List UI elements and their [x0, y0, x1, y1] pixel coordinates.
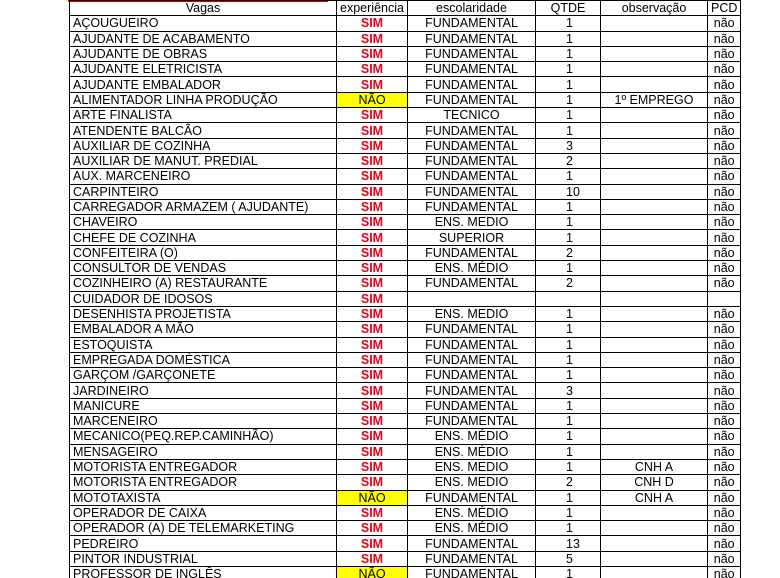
cell-pcd: não [708, 337, 741, 352]
table-row [70, 505, 741, 520]
cell-experiencia: SIM [337, 31, 408, 46]
cell-experiencia: SIM [337, 414, 408, 429]
cell-pcd: não [708, 490, 741, 505]
cell-pcd: não [708, 123, 741, 138]
cell-observacao [601, 291, 708, 306]
cell-escolaridade: FUNDAMENTAL [408, 352, 536, 367]
cell-vaga: AJUDANTE DE ACABAMENTO [70, 31, 337, 46]
cell-vaga: COZINHEIRO (A) RESTAURANTE [70, 276, 337, 291]
cell-pcd: não [708, 169, 741, 184]
cell-qtde: 1 [536, 352, 601, 367]
cell-qtde: 1 [536, 398, 601, 413]
cell-pcd: não [708, 429, 741, 444]
cell-qtde: 2 [536, 245, 601, 260]
cell-pcd: não [708, 276, 741, 291]
cell-escolaridade [408, 291, 536, 306]
table-row [70, 566, 741, 578]
cell-escolaridade: ENS. MÉDIO [408, 521, 536, 536]
cell-qtde: 1 [536, 444, 601, 459]
cell-experiencia: SIM [337, 153, 408, 168]
table-row [70, 521, 741, 536]
cell-observacao [601, 46, 708, 61]
cell-experiencia: SIM [337, 444, 408, 459]
cell-escolaridade: FUNDAMENTAL [408, 123, 536, 138]
cell-escolaridade: ENS. MEDIO [408, 459, 536, 474]
cell-vaga: MOTORISTA ENTREGADOR [70, 475, 337, 490]
cell-experiencia: SIM [337, 521, 408, 536]
table-row [70, 368, 741, 383]
cell-experiencia: SIM [337, 337, 408, 352]
vacancies-table [69, 0, 741, 578]
table-row [70, 459, 741, 474]
cell-escolaridade: FUNDAMENTAL [408, 46, 536, 61]
table-row [70, 215, 741, 230]
cell-experiencia: SIM [337, 398, 408, 413]
cell-pcd: não [708, 551, 741, 566]
cell-vaga: CONFEITEIRA (O) [70, 245, 337, 260]
cell-pcd: não [708, 352, 741, 367]
cell-pcd: não [708, 62, 741, 77]
cell-vaga: AJUDANTE EMBALADOR [70, 77, 337, 92]
cell-observacao [601, 429, 708, 444]
table-row [70, 444, 741, 459]
cell-experiencia: NÃO [337, 92, 408, 107]
cell-vaga: EMPREGADA DOMÉSTICA [70, 352, 337, 367]
cell-escolaridade: FUNDAMENTAL [408, 490, 536, 505]
cell-experiencia: SIM [337, 169, 408, 184]
table-row [70, 92, 741, 107]
cell-vaga: ATENDENTE BALCÃO [70, 123, 337, 138]
cell-qtde: 1 [536, 261, 601, 276]
cell-qtde: 1 [536, 169, 601, 184]
cell-pcd: não [708, 92, 741, 107]
cell-experiencia: SIM [337, 108, 408, 123]
table-row [70, 429, 741, 444]
cell-experiencia: SIM [337, 276, 408, 291]
cell-escolaridade: ENS. MÉDIO [408, 261, 536, 276]
cell-observacao [601, 230, 708, 245]
cell-pcd: não [708, 245, 741, 260]
cell-pcd: não [708, 536, 741, 551]
cell-pcd: não [708, 505, 741, 520]
table-row [70, 414, 741, 429]
cell-observacao [601, 276, 708, 291]
cell-observacao [601, 123, 708, 138]
cell-pcd: não [708, 459, 741, 474]
cell-observacao [601, 398, 708, 413]
cell-pcd: não [708, 566, 741, 578]
cell-qtde [536, 291, 601, 306]
cell-observacao [601, 77, 708, 92]
cell-observacao [601, 536, 708, 551]
table-row [70, 261, 741, 276]
cell-vaga: CONSULTOR DE VENDAS [70, 261, 337, 276]
table-body [70, 16, 741, 578]
cell-vaga: AUXILIAR DE MANUT. PREDIAL [70, 153, 337, 168]
table-row [70, 184, 741, 199]
cell-escolaridade: ENS. MÉDIO [408, 429, 536, 444]
table-row [70, 383, 741, 398]
cell-vaga: ALIMENTADOR LINHA PRODUÇÃO [70, 92, 337, 107]
table-row [70, 398, 741, 413]
cell-pcd: não [708, 184, 741, 199]
cell-escolaridade: FUNDAMENTAL [408, 169, 536, 184]
cell-observacao [601, 444, 708, 459]
cell-experiencia: SIM [337, 551, 408, 566]
cell-qtde: 1 [536, 429, 601, 444]
cell-escolaridade: ENS. MEDIO [408, 215, 536, 230]
cell-pcd: não [708, 77, 741, 92]
table-row [70, 16, 741, 31]
cell-experiencia: NÃO [337, 490, 408, 505]
cell-pcd: não [708, 215, 741, 230]
cell-qtde: 1 [536, 306, 601, 321]
table-row [70, 337, 741, 352]
cell-experiencia: SIM [337, 230, 408, 245]
cell-observacao [601, 306, 708, 321]
header-vagas: Vagas [70, 1, 337, 16]
table-row [70, 536, 741, 551]
cell-experiencia: SIM [337, 459, 408, 474]
table-row [70, 169, 741, 184]
cell-vaga: MOTOTAXISTA [70, 490, 337, 505]
cell-pcd: não [708, 383, 741, 398]
cell-experiencia: SIM [337, 16, 408, 31]
cell-pcd: não [708, 153, 741, 168]
cell-vaga: DESENHISTA PROJETISTA [70, 306, 337, 321]
cell-pcd: não [708, 414, 741, 429]
cell-escolaridade: ENS. MÉDIO [408, 444, 536, 459]
cell-observacao [601, 215, 708, 230]
cell-vaga: AUX. MARCENEIRO [70, 169, 337, 184]
cell-observacao: CNH A [601, 459, 708, 474]
table-row [70, 276, 741, 291]
cell-experiencia: SIM [337, 322, 408, 337]
cell-experiencia: SIM [337, 77, 408, 92]
cell-vaga: PINTOR INDUSTRIAL [70, 551, 337, 566]
cell-observacao [601, 521, 708, 536]
cell-experiencia: SIM [337, 383, 408, 398]
table-row [70, 291, 741, 306]
cell-escolaridade: FUNDAMENTAL [408, 138, 536, 153]
cell-observacao [601, 566, 708, 578]
cell-escolaridade: FUNDAMENTAL [408, 398, 536, 413]
cell-escolaridade: SUPERIOR [408, 230, 536, 245]
cell-pcd: não [708, 368, 741, 383]
cell-qtde: 1 [536, 92, 601, 107]
cell-experiencia: SIM [337, 138, 408, 153]
cell-escolaridade: TECNICO [408, 108, 536, 123]
cell-escolaridade: FUNDAMENTAL [408, 322, 536, 337]
cell-vaga: AJUDANTE DE OBRAS [70, 46, 337, 61]
cell-escolaridade: FUNDAMENTAL [408, 92, 536, 107]
cell-qtde: 1 [536, 521, 601, 536]
cell-escolaridade: FUNDAMENTAL [408, 551, 536, 566]
cell-vaga: JARDINEIRO [70, 383, 337, 398]
cell-vaga: CHEFE DE COZINHA [70, 230, 337, 245]
cell-observacao [601, 261, 708, 276]
cell-escolaridade: FUNDAMENTAL [408, 184, 536, 199]
cell-escolaridade: FUNDAMENTAL [408, 368, 536, 383]
cell-observacao [601, 16, 708, 31]
cell-qtde: 2 [536, 276, 601, 291]
cell-pcd: não [708, 322, 741, 337]
cell-qtde: 2 [536, 475, 601, 490]
cell-experiencia: SIM [337, 429, 408, 444]
cell-vaga: CARREGADOR ARMAZEM ( AJUDANTE) [70, 199, 337, 214]
cell-qtde: 1 [536, 566, 601, 578]
cell-pcd: não [708, 261, 741, 276]
cell-experiencia: SIM [337, 475, 408, 490]
cell-qtde: 13 [536, 536, 601, 551]
cell-qtde: 2 [536, 153, 601, 168]
cell-experiencia: NÃO [337, 566, 408, 578]
cell-pcd: não [708, 444, 741, 459]
cell-observacao: CNH D [601, 475, 708, 490]
cell-pcd [708, 291, 741, 306]
cell-observacao [601, 138, 708, 153]
cell-escolaridade: FUNDAMENTAL [408, 31, 536, 46]
cell-qtde: 1 [536, 77, 601, 92]
cell-escolaridade: FUNDAMENTAL [408, 153, 536, 168]
cell-vaga: ARTE FINALISTA [70, 108, 337, 123]
cell-observacao [601, 184, 708, 199]
cell-experiencia: SIM [337, 368, 408, 383]
cell-vaga: EMBALADOR A MÃO [70, 322, 337, 337]
header-pcd: PCD [708, 1, 741, 16]
cell-escolaridade: ENS. MEDIO [408, 475, 536, 490]
cell-experiencia: SIM [337, 291, 408, 306]
table-row [70, 46, 741, 61]
table-row [70, 245, 741, 260]
cell-vaga: MENSAGEIRO [70, 444, 337, 459]
cell-experiencia: SIM [337, 46, 408, 61]
cell-vaga: AJUDANTE ELETRICISTA [70, 62, 337, 77]
cell-vaga: MARCENEIRO [70, 414, 337, 429]
cell-pcd: não [708, 475, 741, 490]
cell-vaga: AÇOUGUEIRO [70, 16, 337, 31]
table-row [70, 138, 741, 153]
cell-observacao [601, 322, 708, 337]
cell-escolaridade: FUNDAMENTAL [408, 16, 536, 31]
cell-observacao [601, 108, 708, 123]
cell-qtde: 10 [536, 184, 601, 199]
table-row [70, 77, 741, 92]
cell-observacao [601, 383, 708, 398]
cell-escolaridade: FUNDAMENTAL [408, 276, 536, 291]
cell-observacao [601, 169, 708, 184]
cell-experiencia: SIM [337, 123, 408, 138]
cell-experiencia: SIM [337, 245, 408, 260]
cell-vaga: PEDREIRO [70, 536, 337, 551]
cell-observacao [601, 31, 708, 46]
cell-observacao: 1º EMPREGO [601, 92, 708, 107]
cell-pcd: não [708, 31, 741, 46]
cell-qtde: 3 [536, 138, 601, 153]
cell-experiencia: SIM [337, 536, 408, 551]
cell-vaga: GARÇOM /GARÇONETE [70, 368, 337, 383]
cell-qtde: 1 [536, 337, 601, 352]
cell-escolaridade: FUNDAMENTAL [408, 383, 536, 398]
header-row [70, 1, 741, 16]
table-row [70, 62, 741, 77]
table-row [70, 31, 741, 46]
cell-vaga: MECANICO(PEQ.REP.CAMINHÃO) [70, 429, 337, 444]
cell-escolaridade: FUNDAMENTAL [408, 536, 536, 551]
cell-experiencia: SIM [337, 62, 408, 77]
cell-vaga: AUXILIAR DE COZINHA [70, 138, 337, 153]
cell-observacao [601, 414, 708, 429]
cell-qtde: 1 [536, 108, 601, 123]
cell-experiencia: SIM [337, 184, 408, 199]
cell-observacao [601, 352, 708, 367]
header-observacao: observação [601, 1, 708, 16]
cell-pcd: não [708, 306, 741, 321]
cell-observacao [601, 62, 708, 77]
cell-vaga: OPERADOR (A) DE TELEMARKETING [70, 521, 337, 536]
cell-observacao [601, 199, 708, 214]
cell-qtde: 1 [536, 123, 601, 138]
cell-qtde: 1 [536, 490, 601, 505]
header-experiencia: experiência [337, 1, 408, 16]
cell-pcd: não [708, 138, 741, 153]
cell-qtde: 1 [536, 46, 601, 61]
cell-observacao: CNH A [601, 490, 708, 505]
cell-vaga: CARPINTEIRO [70, 184, 337, 199]
cell-escolaridade: FUNDAMENTAL [408, 566, 536, 578]
cell-qtde: 1 [536, 215, 601, 230]
cell-observacao [601, 245, 708, 260]
cell-escolaridade: FUNDAMENTAL [408, 245, 536, 260]
cell-vaga: PROFESSOR DE INGLÊS [70, 566, 337, 578]
cell-qtde: 1 [536, 230, 601, 245]
cell-experiencia: SIM [337, 215, 408, 230]
cell-escolaridade: FUNDAMENTAL [408, 199, 536, 214]
cell-observacao [601, 505, 708, 520]
table-row [70, 153, 741, 168]
header-escolaridade: escolaridade [408, 1, 536, 16]
cell-vaga: ESTOQUISTA [70, 337, 337, 352]
cell-escolaridade: FUNDAMENTAL [408, 414, 536, 429]
cell-pcd: não [708, 521, 741, 536]
table-row [70, 322, 741, 337]
header-qtde: QTDE [536, 1, 601, 16]
cell-escolaridade: FUNDAMENTAL [408, 77, 536, 92]
table-row [70, 551, 741, 566]
cell-pcd: não [708, 398, 741, 413]
cell-vaga: CUIDADOR DE IDOSOS [70, 291, 337, 306]
table-row [70, 306, 741, 321]
cell-qtde: 1 [536, 414, 601, 429]
cell-pcd: não [708, 46, 741, 61]
cell-observacao [601, 551, 708, 566]
cell-qtde: 1 [536, 322, 601, 337]
table-row [70, 230, 741, 245]
cell-pcd: não [708, 230, 741, 245]
cell-qtde: 1 [536, 368, 601, 383]
table-row [70, 123, 741, 138]
cell-observacao [601, 337, 708, 352]
table-row [70, 108, 741, 123]
cell-pcd: não [708, 199, 741, 214]
table-row [70, 352, 741, 367]
table-row [70, 490, 741, 505]
table-row [70, 199, 741, 214]
cell-qtde: 1 [536, 459, 601, 474]
cell-pcd: não [708, 16, 741, 31]
cell-observacao [601, 153, 708, 168]
cell-experiencia: SIM [337, 505, 408, 520]
cell-experiencia: SIM [337, 199, 408, 214]
cell-vaga: MANICURE [70, 398, 337, 413]
cell-escolaridade: ENS. MEDIO [408, 306, 536, 321]
cell-qtde: 1 [536, 16, 601, 31]
cell-qtde: 3 [536, 383, 601, 398]
cell-vaga: OPERADOR DE CAIXA [70, 505, 337, 520]
cell-escolaridade: ENS. MÉDIO [408, 505, 536, 520]
cell-qtde: 1 [536, 31, 601, 46]
cell-escolaridade: FUNDAMENTAL [408, 337, 536, 352]
cell-escolaridade: FUNDAMENTAL [408, 62, 536, 77]
cell-experiencia: SIM [337, 261, 408, 276]
cell-experiencia: SIM [337, 352, 408, 367]
cell-qtde: 1 [536, 62, 601, 77]
cell-experiencia: SIM [337, 306, 408, 321]
cell-observacao [601, 368, 708, 383]
table-row [70, 475, 741, 490]
cell-vaga: CHAVEIRO [70, 215, 337, 230]
cell-pcd: não [708, 108, 741, 123]
cell-qtde: 5 [536, 551, 601, 566]
cell-qtde: 1 [536, 199, 601, 214]
cell-vaga: MOTORISTA ENTREGADOR [70, 459, 337, 474]
cell-qtde: 1 [536, 505, 601, 520]
